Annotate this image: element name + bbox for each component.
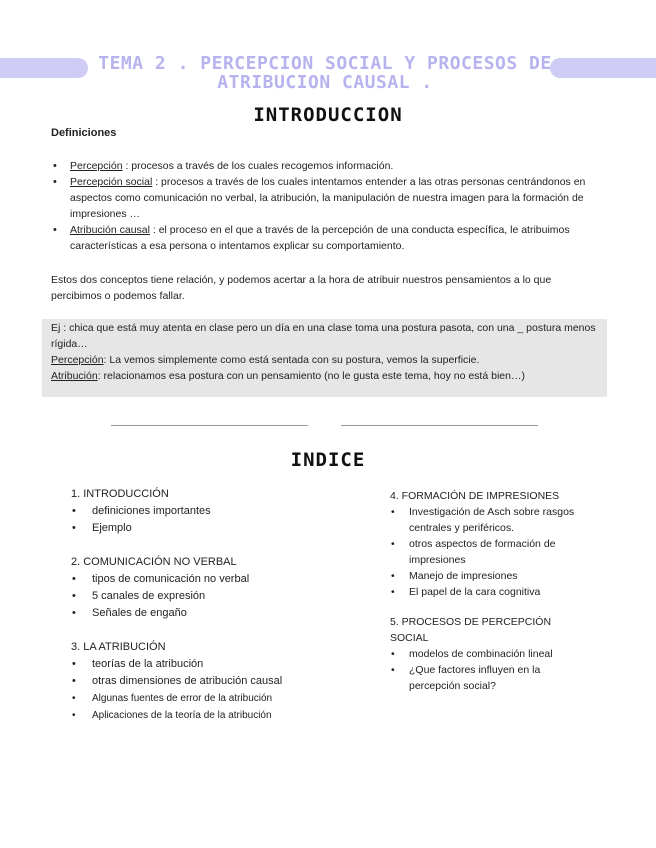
document-title — [90, 54, 560, 92]
index-item: • teorías de la atribución — [71, 656, 371, 673]
index-item: • otros aspectos de formación de impresiones — [390, 536, 590, 568]
index-item: • Señales de engaño — [71, 605, 371, 622]
index-item: • otras dimensiones de atribución causal — [71, 673, 371, 690]
title-line-1: TEMA 2 . PERCEPCION SOCIAL Y PROCESOS DE — [98, 53, 552, 74]
index-item: • El papel de la cara cognitiva — [390, 584, 590, 600]
example-attribution — [51, 368, 599, 384]
index-section-heading: 1. INTRODUCCIÓN — [71, 488, 169, 500]
definition-term: Percepción social — [70, 176, 153, 188]
example-perception-text: : La vemos simplemente como está sentada con su postura, vemos la superficie. — [103, 354, 480, 366]
definition-item — [51, 158, 596, 174]
index-list — [71, 656, 371, 724]
definition-text: : el proceso en el que a través de la percepción de una conducta específica, le atribuimos características a esa persona o intentamos explicar su comportamiento. — [70, 224, 570, 252]
relation-paragraph: Estos dos conceptos tiene relación, y podemos acertar a la hora de atribuir nuestros pensamientos a lo que percibimos o podemos fallar. — [51, 274, 552, 302]
example-line: Ej : chica que está muy atenta en clase pero un día en una clase toma una postura pasota, con una _ postura menos rígida… — [51, 322, 596, 350]
example-perception-term: Percepción — [51, 354, 104, 366]
example-text — [51, 320, 599, 384]
intro-heading: INTRODUCCION — [253, 104, 403, 126]
title-decoration-left — [0, 58, 88, 78]
definition-item — [51, 174, 596, 222]
index-item: • Aplicaciones de la teoría de la atribución — [71, 707, 371, 724]
index-item: • Ejemplo — [71, 520, 371, 537]
index-heading: INDICE — [290, 449, 366, 471]
definition-text: : procesos a través de los cuales recogemos información. — [122, 160, 394, 172]
index-item: • ¿Que factores influyen en la percepción social? — [390, 662, 590, 694]
definition-text: : procesos a través de los cuales intentamos entender a las otras personas centrándonos en aspectos como comunicación no verbal, la atribución, la manipulación de nuestra imagen para la formación de impresiones … — [70, 176, 586, 220]
index-item: • Manejo de impresiones — [390, 568, 590, 584]
index-item: • definiciones importantes — [71, 503, 371, 520]
index-right-column — [390, 488, 590, 694]
index-item: • Algunas fuentes de error de la atribución — [71, 690, 371, 707]
example-attribution-text: : relacionamos esa postura con un pensamiento (no le gusta este tema, hoy no está bien…) — [97, 370, 525, 382]
index-section-heading: 5. PROCESOS DE PERCEPCIÓN SOCIAL — [390, 616, 552, 644]
definition-term: Atribución causal — [70, 224, 150, 236]
title-decoration-right — [550, 58, 656, 78]
definitions-list — [51, 158, 596, 254]
index-section-heading: 3. LA ATRIBUCIÓN — [71, 641, 166, 653]
index-item: • Investigación de Asch sobre rasgos centrales y periféricos. — [390, 504, 590, 536]
index-item: • modelos de combinación lineal — [390, 646, 590, 662]
index-section-heading: 4. FORMACIÓN DE IMPRESIONES — [390, 490, 560, 502]
definitions-subheading: Definiciones — [51, 127, 117, 139]
title-line-2: ATRIBUCION CAUSAL . — [217, 72, 433, 93]
divider-right — [341, 425, 538, 426]
index-list — [390, 504, 590, 600]
index-left-column — [71, 486, 371, 724]
example-attribution-term: Atribución — [51, 370, 98, 382]
index-list — [390, 646, 590, 694]
index-item: • 5 canales de expresión — [71, 588, 371, 605]
index-item: • tipos de comunicación no verbal — [71, 571, 371, 588]
index-list — [71, 503, 371, 537]
index-list — [71, 571, 371, 622]
index-section-heading: 2. COMUNICACIÓN NO VERBAL — [71, 556, 237, 568]
definition-item — [51, 222, 596, 254]
example-perception — [51, 352, 599, 368]
definition-term: Percepción — [70, 160, 123, 172]
divider-left — [111, 425, 308, 426]
